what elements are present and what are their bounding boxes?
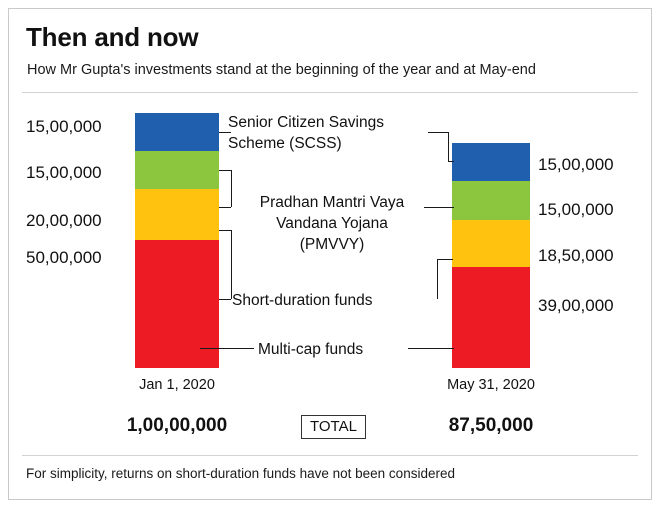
bar-may-2020 [452, 143, 530, 368]
category-label-pmvvy [232, 193, 432, 256]
category-label-pmvvy-line1: Pradhan Mantri Vaya [259, 194, 405, 211]
bar-jan-2020 [135, 113, 219, 368]
leader-short-duration-text [219, 299, 231, 300]
category-label-pmvvy-line2: Vandana Yojana [276, 214, 388, 232]
page-title: Then and now [26, 22, 199, 52]
bar-segment-scss-left [135, 113, 219, 151]
leader-pmvvy-right [424, 207, 454, 208]
value-label-left-pmvvy: 15,00,000 [26, 163, 102, 182]
leader-scss-to-bar [448, 161, 454, 162]
bar-segment-pmvvy-left [135, 151, 219, 189]
bar-segment-scss-right [452, 143, 530, 181]
value-label-left-scss: 15,00,000 [26, 117, 102, 136]
divider-bottom [22, 455, 638, 456]
axis-caption-left: Jan 1, 2020 [139, 377, 215, 393]
leader-pmvvy-bar-left [219, 170, 231, 171]
category-label-multi-cap: Multi-cap funds [258, 341, 364, 358]
leader-pmvvy-text-left [219, 207, 231, 208]
leader-scss-left [219, 132, 231, 133]
category-label-short-duration: Short-duration funds [232, 292, 373, 309]
value-label-right-multi-cap: 39,00,000 [538, 296, 614, 315]
total-badge: TOTAL [301, 415, 366, 439]
total-value-right: 87,50,000 [448, 415, 534, 436]
bar-segment-short-duration-left [135, 189, 219, 240]
value-label-right-scss: 15,00,000 [538, 155, 614, 174]
bar-segment-multi-cap-right [452, 267, 530, 368]
leader-multi-cap-left [200, 348, 254, 349]
value-label-right-short-duration: 18,50,000 [538, 246, 614, 265]
leader-short-duration-bar [219, 230, 231, 231]
leader-short-duration-drop [231, 230, 232, 299]
value-label-right-pmvvy: 15,00,000 [538, 200, 614, 219]
value-label-left-multi-cap: 50,00,000 [26, 248, 102, 267]
axis-caption-right: May 31, 2020 [447, 377, 535, 393]
leader-short-duration-right [437, 259, 453, 260]
bar-segment-short-duration-right [452, 220, 530, 267]
footnote: For simplicity, returns on short-duration funds have not been considered [26, 466, 455, 481]
category-label-scss [228, 113, 428, 155]
divider-top [22, 92, 638, 93]
leader-multi-cap-right [408, 348, 454, 349]
category-label-scss-line1: Senior Citizen Savings [228, 114, 384, 131]
total-value-left: 1,00,00,000 [126, 415, 228, 436]
value-label-left-short-duration: 20,00,000 [26, 211, 102, 230]
leader-scss-drop [448, 132, 449, 161]
leader-short-duration-right-drop [437, 259, 438, 299]
bar-segment-pmvvy-right [452, 181, 530, 220]
category-label-scss-line2: Scheme (SCSS) [228, 134, 342, 152]
category-label-pmvvy-line3: (PMVVY) [299, 235, 365, 253]
leader-scss-right [428, 132, 448, 133]
leader-pmvvy-bracket-left [231, 170, 232, 207]
page-subtitle: How Mr Gupta's investments stand at the beginning of the year and at May-end [27, 62, 536, 78]
